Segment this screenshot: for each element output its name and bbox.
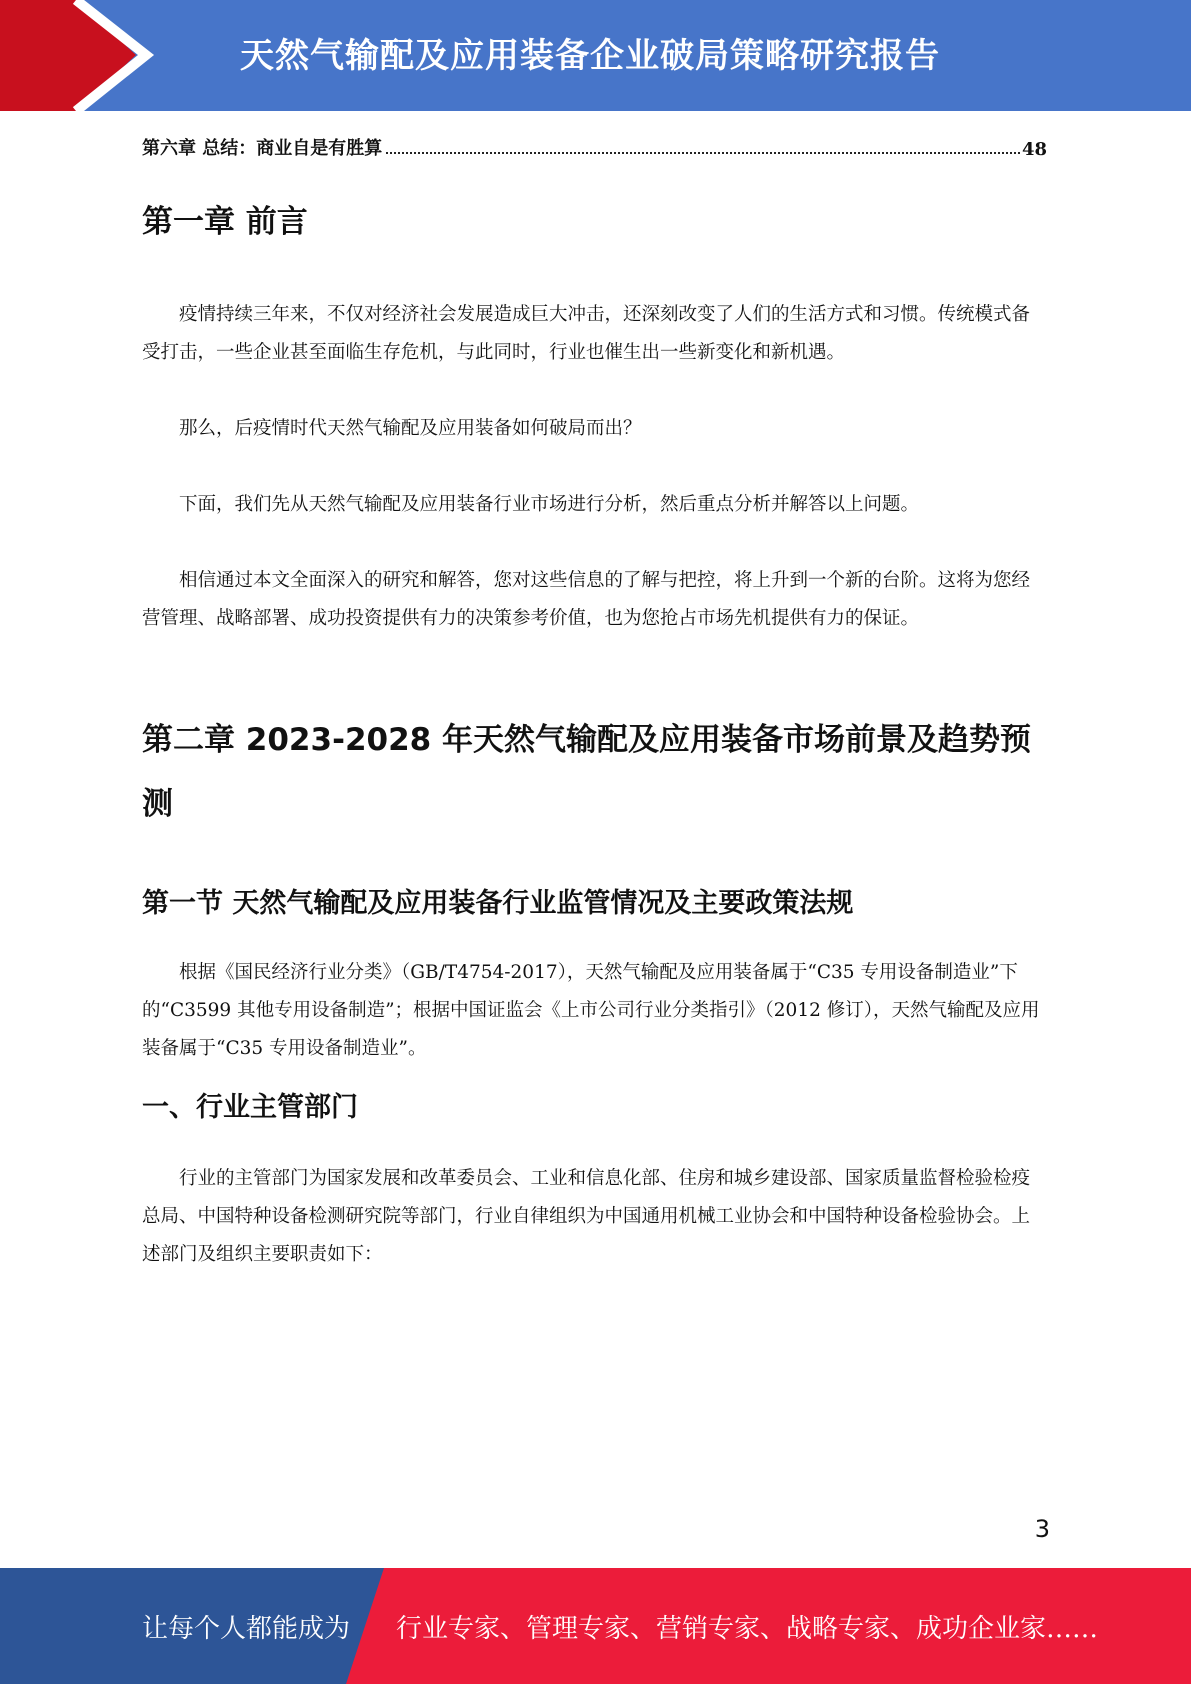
chapter1-paragraph-3: 下面，我们先从天然气输配及应用装备行业市场进行分析，然后重点分析并解答以上问题。 (179, 494, 920, 515)
chapter2-heading: 第二章 2023-2028 年天然气输配及应用装备市场前景及趋势预测 (142, 722, 1032, 822)
subsection1-heading: 一、行业主管部门 (142, 1092, 358, 1123)
subsection1-paragraph: 行业的主管部门为国家发展和改革委员会、工业和信息化部、住房和城乡建设部、国家质量监督检验检疫总局、中国特种设备检测研究院等部门，行业自律组织为中国通用机械工业协会和中国特种设备检验协会。上述部门及组织主要职责如下： (142, 1168, 1031, 1265)
chapter1-heading: 第一章 前言 (142, 204, 308, 240)
toc-leader-dots (386, 152, 1020, 154)
header-banner (0, 0, 1191, 111)
chapter1-paragraph-1: 疫情持续三年来，不仅对经济社会发展造成巨大冲击，还深刻改变了人们的生活方式和习惯。传统模式备受打击，一些企业甚至面临生存危机，与此同时，行业也催生出一些新变化和新机遇。 (142, 304, 1031, 363)
chapter1-paragraph-4: 相信通过本文全面深入的研究和解答，您对这些信息的了解与把控，将上升到一个新的台阶。这将为您经营管理、战略部署、成功投资提供有力的决策参考价值，也为您抢占市场先机提供有力的保证。 (142, 570, 1031, 629)
footer-slogan-right: 行业专家、管理专家、营销专家、战略专家、成功企业家…… (396, 1613, 1099, 1644)
chapter1-paragraph-2: 那么，后疫情时代天然气输配及应用装备如何破局而出？ (179, 418, 642, 439)
toc-entry-page: 48 (1021, 139, 1047, 160)
section1-heading: 第一节 天然气输配及应用装备行业监管情况及主要政策法规 (142, 888, 854, 919)
footer-slogan-left: 让每个人都能成为 (142, 1613, 351, 1644)
section1-paragraph: 根据《国民经济行业分类》（GB/T4754-2017），天然气输配及应用装备属于“C35 专用设备制造业”下的“C3599 其他专用设备制造”；根据中国证监会《上市公司行业分类指引》（2012 修订），天然气输配及应用装备属于“C35 专用设备制造业”。 (142, 962, 1040, 1059)
footer-banner (0, 1568, 1191, 1684)
page-number: 3 (1034, 1515, 1050, 1543)
report-title: 天然气输配及应用装备企业破局策略研究报告 (240, 35, 940, 76)
toc-entry[interactable] (142, 130, 1047, 160)
toc-entry-label: 第六章 总结：商业自是有胜算 (142, 138, 383, 159)
